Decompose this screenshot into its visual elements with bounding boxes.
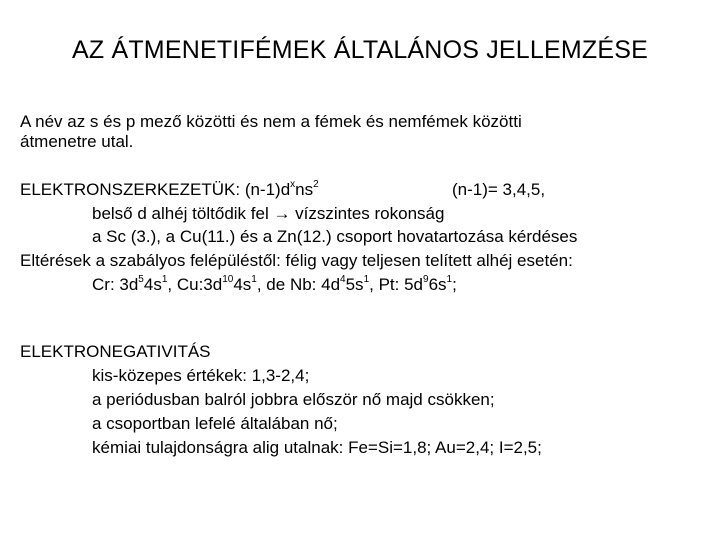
cu-d-sup: 10 — [222, 274, 234, 286]
cr-config: Cr: 3d — [92, 275, 139, 294]
ns-term: ns — [295, 180, 314, 199]
intro-line-1: A név az s és p mező közötti és nem a fémek és nemfémek közötti — [20, 112, 522, 131]
pt-d-sup: 9 — [423, 274, 429, 286]
sup-2: 2 — [313, 179, 319, 191]
electron-config-item-1: belső d alhéj töltődik fel → vízszintes rokonság — [92, 204, 445, 223]
electron-config-heading — [20, 180, 319, 200]
cu-4s: 4s — [233, 275, 252, 294]
cu-config: , Cu:3d — [167, 275, 223, 294]
electron-config-label: ELEKTRONSZERKEZETÜK: (n-1)d — [20, 180, 291, 199]
pt-config: , Pt: 5d — [369, 275, 423, 294]
pt-s-sup: 1 — [446, 274, 453, 286]
electronegativity-heading: ELEKTRONEGATIVITÁS — [20, 342, 211, 361]
exceptions-examples — [92, 275, 457, 295]
electron-config-item-2: a Sc (3.), a Cu(11.) és a Zn(12.) csoport hovatartozása kérdéses — [92, 227, 578, 246]
electronegativity-item-3: a csoportban lefelé általában nő; — [92, 414, 338, 433]
electronegativity-item-1: kis-közepes értékek: 1,3-2,4; — [92, 366, 310, 385]
pt-6s: 6s — [428, 275, 447, 294]
cr-4s: 4s — [143, 275, 162, 294]
n-minus-1-values: (n-1)= 3,4,5, — [452, 180, 546, 199]
cr-d-sup: 5 — [138, 274, 144, 286]
cr-s-sup: 1 — [161, 274, 168, 286]
exceptions-line: Eltérések a szabályos felépüléstől: félig vagy teljesen telített alhéj esetén: — [20, 251, 573, 270]
nb-5s: 5s — [345, 275, 364, 294]
intro-line-2: átmenetre utal. — [20, 132, 134, 151]
cu-s-sup: 1 — [251, 274, 257, 286]
nb-d-sup: 4 — [340, 274, 346, 286]
slide-title: AZ ÁTMENETIFÉMEK ÁLTALÁNOS JELLEMZÉSE — [71, 36, 649, 64]
nb-s-sup: 1 — [363, 274, 370, 286]
nb-config: , de Nb: 4d — [256, 275, 341, 294]
electronegativity-item-2: a periódusban balról jobbra először nő majd csökken; — [92, 390, 495, 409]
electronegativity-item-4: kémiai tulajdonságra alig utalnak: Fe=Si=1,8; Au=2,4; I=2,5; — [92, 438, 542, 457]
sup-x: x — [290, 179, 296, 191]
examples-end: ; — [452, 275, 457, 294]
